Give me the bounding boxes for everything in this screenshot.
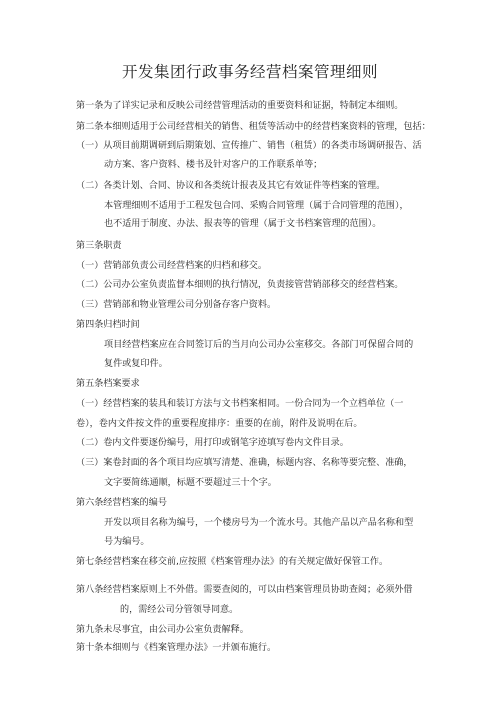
article-3-item-3: （三）营销部和物业管理公司分别备存客户资料。	[76, 300, 277, 310]
article-9: 第九条未尽事宜，由公司办公室负责解释。	[76, 625, 249, 635]
article-4-body-cont: 复件或复印件。	[104, 359, 168, 369]
article-2: 第二条本细则适用于公司经营相关的销售、租赁等活动中的经营档案资料的管理，包括：	[76, 122, 431, 132]
article-2-item-1-cont: 动方案、客户资料、楼书及针对客户的工作联系单等；	[104, 160, 323, 170]
article-3-item-2: （二）公司办公室负责监督本细则的执行情况，负责接管营销部移交的经营档案。	[76, 280, 404, 290]
article-5-item-2: （二）卷内文件要逐份编号，用打印或钢笔字迹填写卷内文件目录。	[76, 438, 349, 448]
article-8: 第八条经营档案原则上不外借。需要查阅的，可以由档案管理员协助查阅；必须外借	[76, 585, 413, 595]
article-2-note-cont: 也不适用于制度、办法、报表等的管理（属于文书档案管理的范围）。	[104, 219, 382, 229]
article-10: 第十条本细则与《档案管理办法》一并颁布施行。	[76, 643, 277, 653]
document-title: 开发集团行政事务经营档案管理细则	[121, 63, 378, 81]
article-6-body-cont: 号为编号。	[104, 537, 150, 547]
article-5-item-1-cont: 卷），卷内文件按文件的重要程度排序：重要的在前，附件及说明在后。	[76, 419, 363, 429]
article-2-item-2: （二）各类计划、合同、协议和各类统计报表及其它有效证件等档案的管理。	[76, 181, 386, 191]
article-3-item-1: （一）营销部负责公司经营档案的归档和移交。	[76, 261, 267, 271]
article-3-heading: 第三条职责	[76, 241, 122, 251]
article-1: 第一条为了详实记录和反映公司经营管理活动的重要资料和证据，特制定本细则。	[76, 101, 404, 111]
article-6-heading: 第六条经营档案的编号	[76, 498, 167, 508]
article-4-heading: 第四条归档时间	[76, 320, 140, 330]
article-5-item-3: （三）案卷封面的各个项目均应填写清楚、准确，标题内容、名称等要完整、准确，	[76, 458, 413, 468]
article-2-note: 本管理细则不适用于工程发包合同、采购合同管理（属于合同管理的范围），	[104, 201, 409, 211]
article-2-item-1: （一）从项目前期调研到后期策划、宣传推广、销售（租赁）的各类市场调研报告、活	[76, 141, 422, 151]
article-6-body: 开发以项目名称为编号，一个楼房号为一个流水号。其他产品以产品名称和型	[104, 518, 414, 528]
article-7: 第七条经营档案在移交前,应按照《档案管理办法》的有关规定做好保管工作。	[76, 557, 389, 567]
article-8-cont: 的，需经公司分管领导同意。	[120, 605, 239, 615]
article-5-item-3-cont: 文字要简练通顺，标题不要超过三十个字。	[104, 478, 277, 488]
article-4-body: 项目经营档案应在合同签订后的当月向公司办公室移交。各部门可保留合同的	[104, 340, 414, 350]
article-5-item-1: （一）经营档案的装具和装订方法与文书档案相同。一份合同为一个立档单位（一	[76, 399, 404, 409]
article-5-heading: 第五条档案要求	[76, 379, 140, 389]
